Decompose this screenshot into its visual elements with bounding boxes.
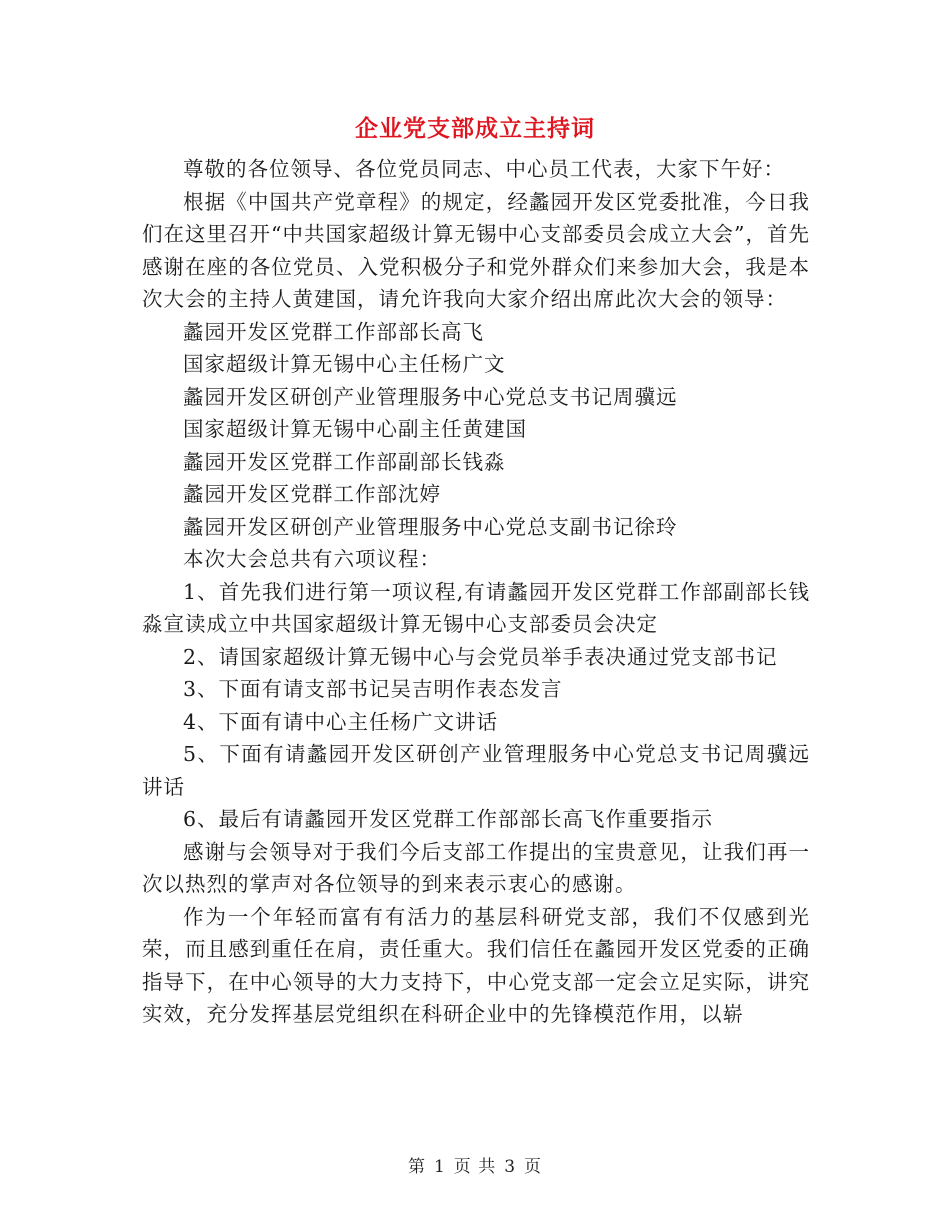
document-body [142,153,810,1031]
document-title: 企业党支部成立主持词 [355,116,595,142]
leader-item: 蠡园开发区党群工作部部长高飞 [183,319,484,344]
paragraph-greeting: 尊敬的各位领导、各位党员同志、中心员工代表，大家下午好： [183,157,785,181]
footer-prefix: 第 [407,1157,426,1177]
footer-current-page: 1 [433,1157,446,1177]
leader-item: 蠡园开发区研创产业管理服务中心党总支副书记徐玲 [183,514,678,539]
agenda-item: 2、请国家超级计算无锡中心与会党员举手表决通过党支部书记 [183,644,778,669]
paragraph-intro: 根据《中国共产党章程》的规定，经蠡园开发区党委批准，今日我们在这里召开“中共国家超级计算无锡中心支部委员会成立大会”，首先感谢在座的各位党员、入党积极分子和党外群众们来参加大会，我是本次大会的主持人黄建国，请允许我向大家介绍出席此次大会的领导： [142,189,810,311]
paragraph-thanks: 感谢与会领导对于我们今后支部工作提出的宝贵意见，让我们再一次以热烈的掌声对各位领导的到来表示衷心的感谢。 [142,839,810,896]
paragraph-closing: 作为一个年轻而富有有活力的基层科研党支部，我们不仅感到光荣，而且感到重任在肩，责任重大。我们信任在蠡园开发区党委的正确指导下，在中心领导的大力支持下，中心党支部一定会立足实际，讲究实效，充分发挥基层党组织在科研企业中的先锋模范作用，以崭 [142,904,810,1026]
agenda-item: 4、下面有请中心主任杨广文讲话 [183,709,499,734]
agenda-item: 1、首先我们进行第一项议程,有请蠡园开发区党群工作部副部长钱淼宣读成立中共国家超级计算无锡中心支部委员会决定 [142,579,810,636]
leader-item: 蠡园开发区研创产业管理服务中心党总支书记周骥远 [183,384,678,409]
leader-item: 蠡园开发区党群工作部沈婷 [183,482,441,506]
agenda-heading: 本次大会总共有六项议程： [183,547,441,571]
leader-item: 国家超级计算无锡中心副主任黄建国 [183,417,527,441]
leader-item: 国家超级计算无锡中心主任杨广文 [183,352,506,376]
leader-item: 蠡园开发区党群工作部副部长钱淼 [183,449,506,474]
footer-total-pages: 3 [504,1157,517,1177]
agenda-item: 3、下面有请支部书记吴吉明作表态发言 [183,677,563,701]
agenda-item: 6、最后有请蠡园开发区党群工作部部长高飞作重要指示 [183,807,714,831]
footer-mid: 页 共 [453,1157,497,1177]
agenda-item: 5、下面有请蠡园开发区研创产业管理服务中心党总支书记周骥远讲话 [142,742,810,799]
footer-suffix: 页 [524,1157,543,1177]
page-footer [0,1152,950,1177]
